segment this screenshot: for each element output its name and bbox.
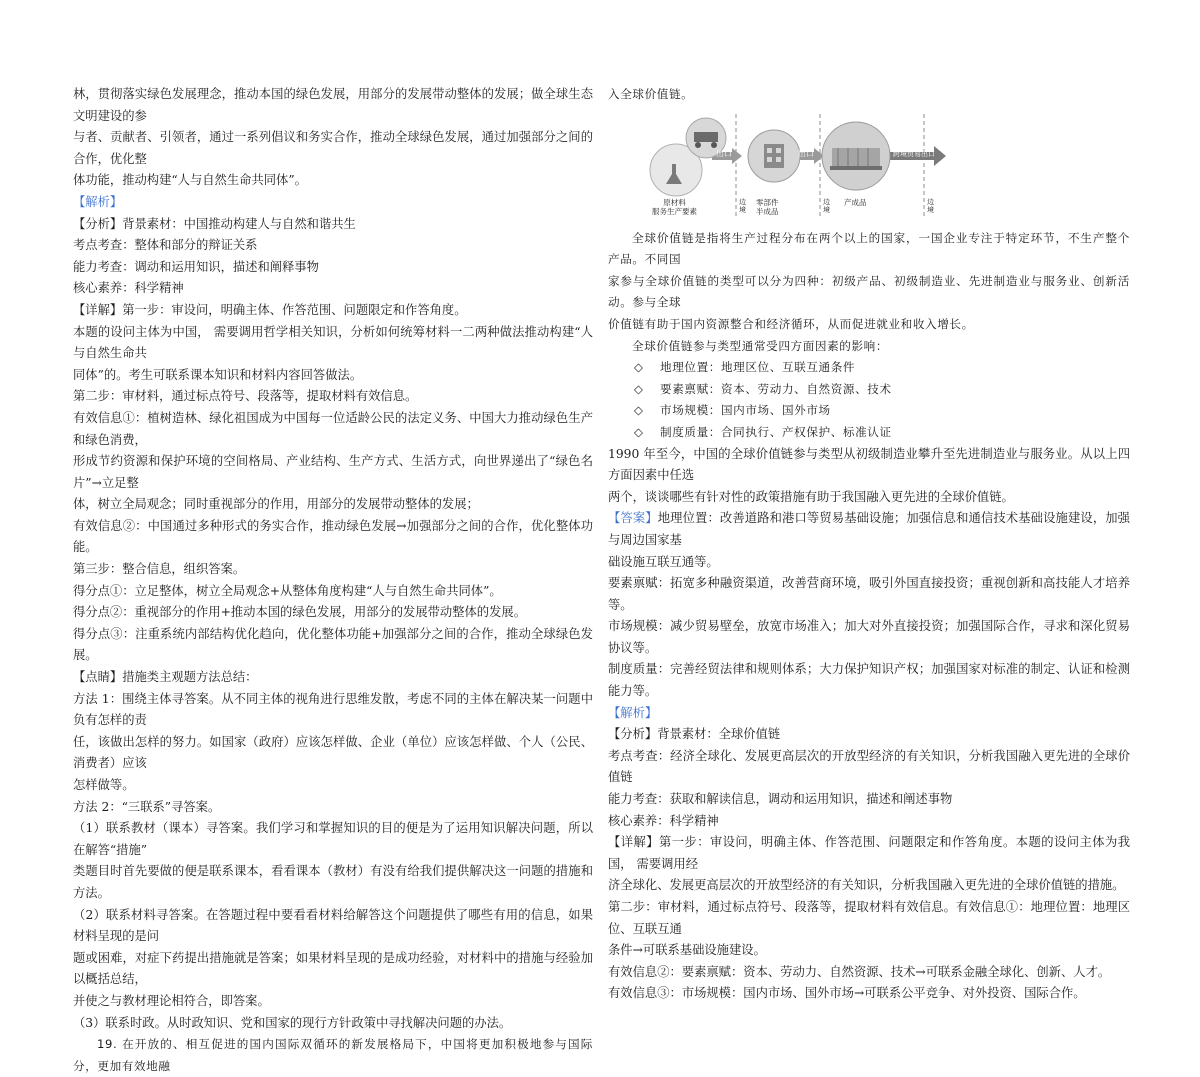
text-line: 得分点①：立足整体，树立全局观念+从整体角度构建“人与自然生命共同体”。 — [73, 583, 502, 598]
analysis-line: 【分析】背景素材：全球价值链 — [608, 727, 781, 742]
factor-bullet: ◇ 要素禀赋：资本、劳动力、自然资源、技术 — [608, 379, 1130, 401]
building-icon — [764, 144, 784, 168]
border-label: 边 境 — [927, 197, 934, 214]
border-label: 边 境 — [739, 197, 746, 214]
answer-line: 础设施互联互通等。 — [608, 554, 719, 569]
text-line: 形成节约资源和保护环境的空间格局、产业结构、生产方式、生活方式，向世界递出了“绿色名片”→立足整 — [73, 454, 593, 490]
text-line: （3）联系时政。从时政知识、党和国家的现行方针政策中寻找解决问题的办法。 — [73, 1015, 512, 1030]
text-line: 第二步：审材料，通过标点符号、段落等，提取材料有效信息。 — [73, 389, 418, 404]
diamond-icon: ◇ — [634, 403, 644, 418]
export-label: 出口 — [798, 148, 814, 158]
text-line: 入全球价值链。 — [608, 87, 694, 101]
text-line: 【分析】背景素材：中国推动构建人与自然和谐共生 — [73, 216, 356, 231]
text-line: 方法 1：围绕主体寻答案。从不同主体的视角进行思维发散，考虑不同的主体在解决某一问题中负有怎样的责 — [73, 691, 593, 728]
text-line: 【点睛】措施类主观题方法总结： — [73, 670, 258, 685]
factor-bullet: ◇ 市场规模：国内市场、国外市场 — [608, 400, 1130, 422]
answer-line: 要素禀赋：拓宽多种融资渠道，改善营商环境，吸引外国直接投资；重视创新和高技能人才培养等。 — [608, 576, 1130, 612]
export-label: 出口 — [716, 148, 732, 158]
text-line: 家参与全球价值链的类型可以分为四种：初级产品、初级制造业、先进制造业与服务业、创新活动。参与全球 — [608, 273, 1130, 310]
production-line-icon — [832, 148, 880, 166]
answer-tag: 【答案】 — [608, 511, 658, 526]
analysis-line: 第二步：审材料，通过标点符号、段落等，提取材料有效信息。有效信息①：地理位置：地理区位、互联互通 — [608, 900, 1130, 936]
text-line: （1）联系教材（课本）寻答案。我们学习和掌握知识的目的便是为了运用知识解决问题，所以在解答“措施” — [73, 821, 593, 857]
text-line: （2）联系材料寻答案。在答题过程中要看看材料给解答这个问题提供了哪些有用的信息，如果材料呈现的是问 — [73, 907, 593, 944]
text-line: 全球价值链是指将生产过程分布在两个以上的国家，一国企业专注于特定环节，不生产整个产品。不同国 — [608, 230, 1130, 267]
text-line: 得分点②：重视部分的作用+推动本国的绿色发展，用部分的发展带动整体的发展。 — [73, 605, 526, 620]
text-line: 全球价值链参与类型通常受四方面因素的影响： — [632, 338, 889, 353]
text-line: 同体”的。考生可联系课本知识和材料内容回答做法。 — [73, 367, 363, 382]
analysis-line: 核心素养：科学精神 — [608, 813, 719, 828]
text-line: 核心素养：科学精神 — [73, 281, 184, 296]
tractor-icon — [694, 132, 718, 142]
text-line: 类题目时首先要做的便是联系课本，看看课本（教材）有没有给我们提供解决这一问题的措施和方法。 — [73, 864, 593, 900]
analysis-line: 【详解】第一步：审设问，明确主体、作答范围、问题限定和作答角度。本题的设问主体为我国， 需要调用经 — [608, 835, 1130, 871]
text-line: 有效信息①：植树造林、绿化祖国成为中国每一位适龄公民的法定义务、中国大力推动绿色生产和绿色消费， — [73, 410, 593, 447]
text-line: 第三步：整合信息，组织答案。 — [73, 562, 246, 577]
factor-bullet: ◇ 地理位置：地理区位、互联互通条件 — [608, 357, 1130, 379]
parts-label: 零部件 半成品 — [756, 197, 779, 216]
text-line: 【详解】第一步：审设问，明确主体、作答范围、问题限定和作答角度。 — [73, 302, 467, 317]
factor-bullet: ◇ 制度质量：合同执行、产权保护、标准认证 — [608, 422, 1130, 444]
text-line: 题或困难，对症下药提出措施就是答案；如果材料呈现的是成功经验，对材料中的措施与经验加以概括总结， — [73, 950, 593, 987]
diamond-icon: ◇ — [634, 381, 644, 396]
text-line: 体，树立全局观念；同时重视部分的作用，用部分的发展带动整体的发展； — [73, 497, 479, 512]
wheel-icon — [695, 142, 701, 148]
product-label: 产成品 — [844, 197, 867, 207]
text-line: 体功能，推动构建“人与自然生命共同体”。 — [73, 173, 307, 188]
analysis-line: 考点考查：经济全球化、发展更高层次的开放型经济的有关知识，分析我国融入更先进的全球价值链 — [608, 748, 1130, 785]
left-column — [73, 84, 593, 1077]
answer-line: 市场规模：减少贸易壁垒，放宽市场准入；加大对外直接投资；加强国际合作，寻求和深化贸易协议等。 — [608, 619, 1130, 655]
text-line: 方法 2：“三联系”寻答案。 — [73, 799, 221, 814]
analysis-line: 济全球化、发展更高层次的开放型经济的有关知识，分析我国融入更先进的全球价值链的措施。 — [608, 878, 1125, 893]
answer-line: 制度质量：完善经贸法律和规则体系；大力保护知识产权；加强国家对标准的制定、认证和检测能力等。 — [608, 662, 1130, 699]
question-line: 1990 年至今，中国的全球价值链参与类型从初级制造业攀升至先进制造业与服务业。从以上四方面因素中任选 — [608, 446, 1130, 483]
question-line: 两个，谈谈哪些有针对性的政策措施有助于我国融入更先进的全球价值链。 — [608, 489, 1014, 504]
border-label: 边 境 — [823, 197, 830, 214]
right-column — [608, 84, 1130, 1005]
diamond-icon: ◇ — [634, 360, 644, 375]
analysis-line: 有效信息②：要素禀赋：资本、劳动力、自然资源、技术→可联系金融全球化、创新、人才。 — [608, 964, 1111, 979]
analysis-line: 有效信息③：市场规模：国内市场、国外市场→可联系公平竞争、对外投资、国际合作。 — [608, 986, 1086, 1001]
text-line: 能力考查：调动和运用知识，描述和阐释事物 — [73, 259, 319, 274]
text-line: 怎样做等。 — [73, 778, 135, 792]
analysis-tag: 【解析】 — [73, 194, 123, 209]
raw-material-label: 原材料 服务生产要素 — [652, 197, 697, 216]
text-line: 考点考查：整体和部分的辩证关系 — [73, 238, 258, 253]
text-line: 任，该做出怎样的努力。如国家（政府）应该怎样做、企业（单位）应该怎样做、个人（公民、消费者）应该 — [73, 734, 593, 771]
text-line: 林，贯彻落实绿色发展理念，推动本国的绿色发展，用部分的发展带动整体的发展；做全球生态文明建设的参 — [73, 87, 593, 123]
question-19-line: 19. 在开放的、相互促进的国内国际双循环的新发展格局下，中国将更加积极地参与国际分，更加有效地融 — [73, 1037, 593, 1073]
cross-border-export-label: 跨境贸易出口 — [893, 149, 935, 158]
analysis-tag: 【解析】 — [608, 705, 658, 720]
analysis-line: 条件→可联系基础设施建设。 — [608, 943, 766, 958]
text-line: 得分点③：注重系统内部结构优化趋向，优化整体功能+加强部分之间的合作，推动全球绿色发展。 — [73, 626, 593, 663]
text-line: 与者、贡献者、引领者，通过一系列倡议和务实合作，推动全球绿色发展，通过加强部分之间的合作，优化整 — [73, 130, 593, 166]
text-line: 价值链有助于国内资源整合和经济循环，从而促进就业和收入增长。 — [608, 316, 974, 331]
global-value-chain-figure — [644, 108, 956, 224]
text-line: 并使之与教材理论相符合，即答案。 — [73, 993, 270, 1008]
answer-line: 【答案】地理位置：改善道路和港口等贸易基础设施；加强信息和通信技术基础设施建设，加强与周边国家基 — [608, 511, 1130, 547]
diamond-icon: ◇ — [634, 424, 644, 439]
analysis-line: 能力考查：获取和解读信息，调动和运用知识，描述和阐述事物 — [608, 792, 953, 807]
wheel-icon — [711, 142, 717, 148]
text-line: 有效信息②：中国通过多种形式的务实合作，推动绿色发展→加强部分之间的合作，优化整体功能。 — [73, 518, 593, 555]
text-line: 本题的设问主体为中国， 需要调用哲学相关知识，分析如何统筹材料一二两种做法推动构建“人与自然生命共 — [73, 324, 593, 361]
